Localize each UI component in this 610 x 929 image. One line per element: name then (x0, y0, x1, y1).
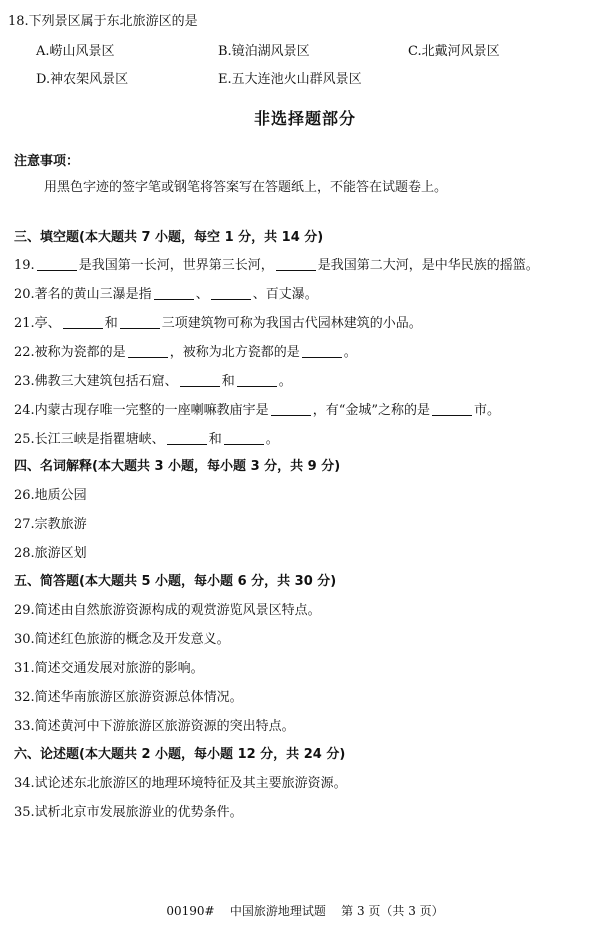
q25-text-a: 和 (208, 432, 222, 447)
question-22 (14, 341, 357, 360)
section-title: 非选择题部分 (253, 109, 356, 128)
q24-text-a: ，有“金城”之称的是 (312, 403, 430, 418)
blank (37, 258, 77, 271)
part6-heading: 六、论述题(本大题共 2 小题，每小题 12 分，共 24 分) (14, 747, 346, 762)
blank (224, 432, 264, 445)
q21-text: 21.亭、 (14, 316, 61, 331)
question-30: 30.简述红色旅游的概念及开发意义。 (14, 632, 230, 647)
question-34: 34.试论述东北旅游区的地理环境特征及其主要旅游资源。 (14, 776, 347, 791)
blank (211, 287, 251, 300)
blank (271, 403, 311, 416)
question-23 (14, 370, 292, 389)
question-28: 28.旅游区划 (14, 546, 87, 561)
q24-text-b: 市。 (473, 403, 500, 418)
footer-code: 00190# (166, 904, 215, 918)
option-e: E.五大连池火山群风景区 (218, 72, 362, 87)
q21-text-b: 三项建筑物可称为我国古代园林建筑的小品。 (161, 316, 422, 331)
q23-text-a: 和 (221, 374, 235, 389)
blank (63, 316, 103, 329)
q19-text-a: 是我国第一长河，世界第三长河， (78, 258, 274, 273)
blank (302, 345, 342, 358)
blank (120, 316, 160, 329)
blank (154, 287, 194, 300)
option-c: C.北戴河风景区 (408, 44, 500, 59)
part5-heading: 五、简答题(本大题共 5 小题，每小题 6 分，共 30 分) (14, 574, 337, 589)
blank (432, 403, 472, 416)
q25-text: 25.长江三峡是指瞿塘峡、 (14, 432, 165, 447)
q20-text-b: 、百丈瀑。 (252, 287, 318, 302)
question-26: 26.地质公园 (14, 488, 87, 503)
blank (180, 374, 220, 387)
q19-number: 19. (14, 258, 35, 273)
notice-heading: 注意事项： (14, 154, 80, 169)
q22-text-a: ，被称为北方瓷都的是 (169, 345, 300, 360)
q23-text: 23.佛教三大建筑包括石窟、 (14, 374, 178, 389)
option-b: B.镜泊湖风景区 (218, 44, 310, 59)
page-footer (0, 902, 610, 919)
q23-text-b: 。 (278, 374, 292, 389)
part4-heading: 四、名词解释(本大题共 3 小题，每小题 3 分，共 9 分) (14, 459, 341, 474)
question-21 (14, 312, 422, 331)
question-29: 29.简述由自然旅游资源构成的观赏游览风景区特点。 (14, 603, 321, 618)
question-27: 27.宗教旅游 (14, 517, 87, 532)
q20-text: 20.著名的黄山三瀑是指 (14, 287, 152, 302)
blank (128, 345, 168, 358)
q22-text: 22.被称为瓷都的是 (14, 345, 126, 360)
q20-text-a: 、 (195, 287, 209, 302)
question-19 (14, 254, 539, 273)
question-33: 33.简述黄河中下游旅游区旅游资源的突出特点。 (14, 719, 295, 734)
option-d: D.神农架风景区 (36, 72, 129, 87)
q24-text: 24.内蒙古现存唯一完整的一座喇嘛教庙宇是 (14, 403, 269, 418)
footer-title: 中国旅游地理试题 (229, 904, 326, 918)
question-25 (14, 428, 279, 447)
q25-text-b: 。 (265, 432, 279, 447)
notice-text: 用黑色字迹的签字笔或钢笔将答案写在答题纸上，不能答在试题卷上。 (44, 180, 448, 195)
q19-text-b: 是我国第二大河，是中华民族的摇篮。 (317, 258, 539, 273)
question-20 (14, 283, 318, 302)
question-32: 32.简述华南旅游区旅游资源总体情况。 (14, 690, 243, 705)
part3-heading: 三、填空题(本大题共 7 小题，每空 1 分，共 14 分) (14, 230, 324, 245)
question-18-stem: 18.下列景区属于东北旅游区的是 (8, 14, 198, 29)
blank (167, 432, 207, 445)
option-a: A.崂山风景区 (36, 44, 115, 59)
q21-text-a: 和 (104, 316, 118, 331)
question-24 (14, 399, 500, 418)
blank (237, 374, 277, 387)
question-35: 35.试析北京市发展旅游业的优势条件。 (14, 805, 243, 820)
question-31: 31.简述交通发展对旅游的影响。 (14, 661, 204, 676)
footer-page: 第 3 页（共 3 页） (341, 904, 444, 918)
q22-text-b: 。 (343, 345, 357, 360)
blank (276, 258, 316, 271)
